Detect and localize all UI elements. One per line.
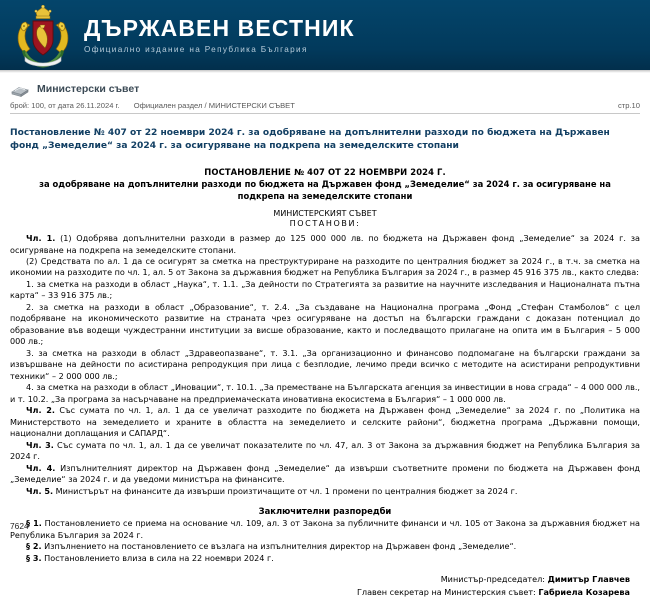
page-label: стр.10 — [617, 101, 640, 110]
breadcrumb-area — [0, 73, 650, 114]
article-paragraph — [10, 486, 640, 497]
article-paragraph-text: 1. за сметка на разходи в област „Наука“, т. 1.1. „За дейности по Стратегията за развитие на научните изследвания и Националната пътна карта“ – 33 916 375 лв.; — [10, 278, 640, 301]
enacting-clause: ПОСТАНОВИ: — [289, 219, 361, 229]
site-masthead — [0, 0, 650, 70]
article-paragraph-text: (1) Одобрява допълнителни разходи в размер до 125 000 000 лв. по бюджета на Държавен фонд „Земеделие“ за 2024 г. за осигуряване на подкрепа на земеделските стопани. — [10, 233, 640, 255]
provision-paragraph-text: Изпълнението на постановлението се възлага на изпълнителния директор на Държавен фонд „Земеделие“. — [41, 541, 517, 552]
section-header[interactable] — [10, 82, 640, 96]
articles-list — [10, 233, 640, 497]
provision-paragraph-label: § 1. — [26, 518, 42, 529]
article-paragraph-text: Министърът на финансите да извърши произтичащите от чл. 1 промени по централния бюджет за 2024 г. — [53, 485, 518, 496]
provision-paragraph-text: Постановлението се приема на основание чл. 109, ал. 3 от Закона за публичните финанси и чл. 105 от Закона за държавния бюджет на Република България за 2024 г. — [10, 518, 640, 540]
provision-paragraph — [10, 553, 640, 564]
signature-role: Главен секретар на Министерския съвет: — [356, 587, 539, 598]
article-paragraph — [10, 348, 640, 382]
article-paragraph — [10, 256, 640, 279]
article-paragraph-label: Чл. 1. — [26, 233, 56, 244]
article-paragraph — [10, 279, 640, 302]
breadcrumb-path[interactable]: Официален раздел / МИНИСТЕРСКИ СЪВЕТ — [133, 101, 295, 110]
provision-paragraph-label: § 2. — [26, 541, 42, 552]
breadcrumb-row — [10, 98, 640, 114]
article-paragraph-text: Изпълнителният директор на Държавен фонд „Земеделие“ да извърши съответните промени по бюджета на Държавен фонд „Земеделие“ за 2024 г. и да уведоми министъра на финансите. — [10, 462, 640, 485]
article-paragraph-text: 3. за сметка на разходи в област „Здравеопазване“, т. 3.1. „За организационно и финансово подпомагане на български граждани за извършване на дейности по асистирана репродукция при лица с безплодие, лечимо преди всичко с методите на асистирани репродуктивни техники“ – 2 000 000 лв.; — [10, 347, 640, 381]
final-provisions-heading: Заключителни разпоредби — [258, 506, 392, 517]
issuing-authority: МИНИСТЕРСКИЯТ СЪВЕТ — [273, 209, 377, 219]
masthead-titles — [84, 16, 355, 53]
document-title: Постановление № 407 от 22 ноември 2024 г. за одобряване на допълнителни разходи по бюджета на Държавен фонд „Земеделие“ за 2024 г. за осигуряване на подкрепа на земеделските стопани — [10, 128, 610, 152]
document-body — [0, 127, 650, 599]
article-paragraph-label: Чл. 4. — [26, 462, 56, 473]
act-heading-line2: за одобряване на допълнителни разходи по бюджета на Държавен фонд „Земеделие“ за 2024 г. за осигуряване на подкрепа на земеделските стопани — [39, 179, 611, 201]
article-paragraph — [10, 405, 640, 439]
folio-number: 7624 — [10, 521, 29, 531]
article-paragraph-text: Със сумата по чл. 1, ал. 1 да се увеличат показателите по чл. 47, ал. 3 от Закона за държавния бюджет на Република България за 2024 г. — [10, 439, 640, 462]
signature-line — [10, 573, 630, 586]
signature-block — [10, 573, 640, 599]
gazette-title: ДЪРЖАВЕН ВЕСТНИК — [84, 15, 355, 42]
article-paragraph-text: (2) Средствата по ал. 1 да се осигурят за сметка на преструктуриране на разходите по централния бюджет за 2024 г., в т.ч. за сметка на икономии на разходите по чл. 1, ал. 5 от Закона за държавния бюджет на Република България за 2024 г., в размер 45 916 375 лв., както следва: — [10, 256, 640, 278]
masthead-brand[interactable] — [0, 3, 355, 67]
article-paragraph-text: Със сумата по чл. 1, ал. 1 да се увеличат разходите по бюджета на Държавен фонд „Земеделие“ за 2024 г. по „Политика на Министерството на земеделието и храните в областта на земеделието и селските райони“, бюджетна програма „Държавни помощи, национални доплащания и САПАРД“. — [10, 405, 640, 439]
signature-name: Габриела Козарева — [538, 587, 630, 598]
signature-name: Димитър Главчев — [547, 574, 630, 585]
breadcrumb-left — [10, 101, 295, 110]
article-paragraph — [10, 382, 640, 405]
article-paragraph — [10, 440, 640, 463]
provision-paragraph-text: Постановлението влиза в сила на 22 ноември 2024 г. — [41, 552, 274, 563]
signature-line — [10, 586, 630, 599]
article-paragraph-label: Чл. 5. — [26, 485, 54, 496]
provision-paragraph — [10, 541, 640, 552]
article-paragraph — [10, 463, 640, 486]
signature-role: Министър-председател: — [440, 574, 548, 585]
act-heading — [10, 167, 640, 202]
section-name: Министерски съвет — [37, 83, 140, 95]
article-paragraph-label: Чл. 3. — [26, 439, 54, 450]
bulgarian-coat-of-arms-icon — [12, 5, 74, 69]
article-paragraph-label: Чл. 2. — [26, 405, 55, 416]
book-icon — [10, 82, 30, 96]
act-heading-line1: ПОСТАНОВЛЕНИЕ № 407 ОТ 22 НОЕМВРИ 2024 Г. — [204, 167, 446, 178]
final-provisions-list — [10, 518, 640, 564]
article-paragraph-text: 2. за сметка на разходи в област „Образование“, т. 2.4. „За създаване на Национална програма „Фонд „Стефан Стамболов“ с цел подобряване на икономическото развитие на страната чрез осигуряване на достъп на български граждани с доказан потенциал до образование във водещи чуждестранни институции за висше образование, както и последващото прилагане на опита им в България – 5 000 000 лв.; — [10, 301, 640, 347]
provision-paragraph — [10, 518, 640, 541]
article-paragraph-text: 4. за сметка на разходи в област „Иновации“, т. 10.1. „За преместване на Българската агенция за инвестиции в нова сграда“ – 4 000 000 лв., и т. 10.2. „За програма за насърчаване на предприемаческата иновативна екосистема в България“ – 1 000 000 лв. — [10, 382, 640, 404]
provision-paragraph-label: § 3. — [26, 552, 42, 563]
article-paragraph — [10, 302, 640, 348]
article-paragraph — [10, 233, 640, 256]
gazette-subtitle: Официално издание на Република България — [84, 44, 308, 54]
issue-info: брой: 100, от дата 26.11.2024 г. — [10, 101, 120, 110]
